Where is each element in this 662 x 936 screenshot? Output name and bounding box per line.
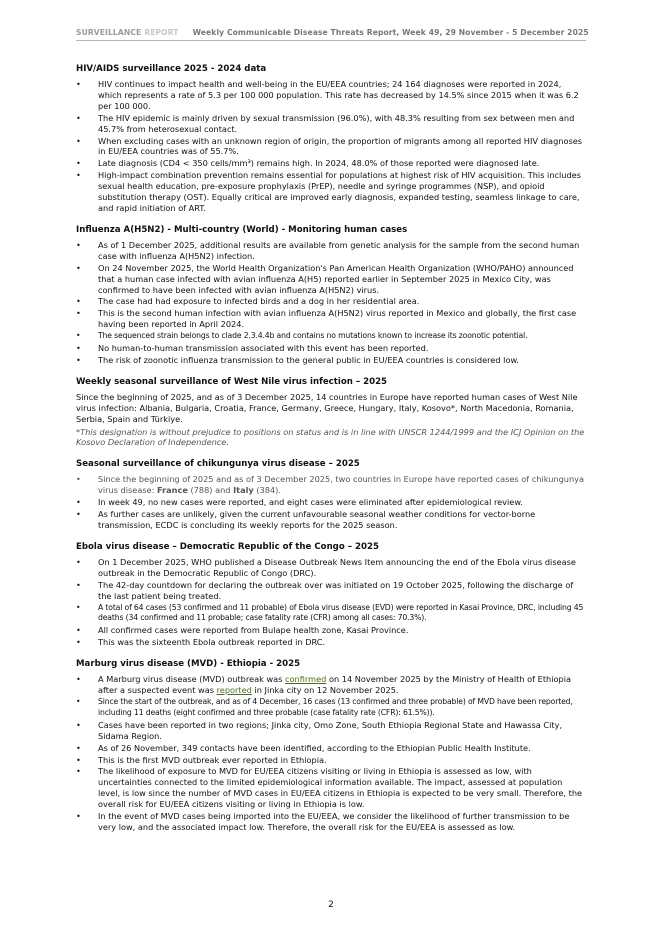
list-item: • As of 26 November, 349 contacts have been identified, according to the Ethiopian Public Health Institute. [76,743,586,754]
chik-item-text: Since the beginning of 2025 and as of 3 December 2025, two countries in Europe have reported cases of chikungunya virus disease: [98,474,585,496]
list-item: • The risk of zoonotic influenza transmission to the general public in EU/EEA countries is considered low. [76,355,586,366]
list-item: • Since the start of the outbreak, and as of 4 December, 16 cases (13 confirmed and three probable) of MVD have been reported, including 11 deaths (eight confirmed and three probable (case fatality rate (CFR): 61.5%)). [76,697,586,719]
list-item: • No human-to-human transmission associated with this event has been reported. [76,343,586,354]
chik-count-italy: (384). [253,485,281,496]
kosovo-footnote: *This designation is without prejudice to positions on status and is in line with UNSCR 1244/1999 and the ICJ Opinion on the Kosovo Declaration of Independence. [76,426,585,448]
list-item: • When excluding cases with an unknown region of origin, the proportion of migrants among all reported HIV diagnoses in EU/EEA countries was of 55.7%. [76,136,586,158]
mvd-item-text: on 14 November 2025 by the Ministry of Health of Ethiopia after a suspected event was [98,674,572,696]
page-header [76,28,589,41]
list-item: • All confirmed cases were reported from Bulape health zone, Kasai Province. [76,625,586,636]
header-label-suffix: REPORT [144,28,179,37]
list-item: • Cases have been reported in two regions; Jinka city, Omo Zone, South Ethiopia Regional State and Hawassa City, Sidama Region. [76,720,586,742]
list-item: • This was the sixteenth Ebola outbreak reported in DRC. [76,637,586,648]
list-item [76,474,586,496]
section-title-hiv: HIV/AIDS surveillance 2025 - 2024 data [76,64,267,74]
confirmed-link[interactable]: confirmed [285,674,327,685]
reported-link[interactable]: reported [216,685,252,696]
page-number: 2 [328,900,334,910]
section-title-h5n2: Influenza A(H5N2) - Multi-country (World) - Monitoring human cases [76,224,408,235]
list-item: • The likelihood of exposure to MVD for EU/EEA citizens visiting or living in Ethiopia is assessed as low, with uncertainties connected to the limited epidemiological information available. The impact, assessed at population level, is low since the number of MVD cases in EU/EEA citizens in Ethiopia is expected to be very small. Therefore, the overall risk for EU/EEA citizens visiting or living in Ethiopia is low. [76,766,586,810]
list-item: • The sequenced strain belongs to clade 2.3.4.4b and contains no mutations known to increase its zoonotic potential. [76,331,586,342]
list-item: • In the event of MVD cases being imported into the EU/EEA, we consider the likelihood of further transmission to be very low, and the associated impact low. Therefore, the overall risk for the EU/EEA is assessed as low. [76,811,586,833]
list-item: • The HIV epidemic is mainly driven by sexual transmission (96.0%), with 48.3% resulting from sex between men and 45.7% from heterosexual contact. [76,113,586,135]
list-item: • In week 49, no new cases were reported, and eight cases were eliminated after epidemiological review. [76,497,586,508]
list-item: • As of 1 December 2025, additional results are available from genetic analysis for the sample from the second human case with influenza A(H5N2) infection. [76,240,586,262]
list-item: • As further cases are unlikely, given the current unfavourable seasonal weather conditions for vector-borne transmission, ECDC is concluding its weekly reports for the 2025 season. [76,509,586,531]
h5n2-bullet-list [76,240,586,366]
list-item [76,674,586,696]
header-title: Weekly Communicable Disease Threats Report, Week 49, 29 November - 5 December 2025 [192,28,589,37]
list-item: • On 24 November 2025, the World Health Organization's Pan American Health Organization (WHO/PAHO) announced that a human case infected with avian influenza A(H5) reported earlier in September 2025 in Mexico City, was confirmed to have been infected with avian influenza A(H5N2) virus. [76,263,586,296]
chik-country-italy: Italy [233,485,254,496]
section-title-marburg: Marburg virus disease (MVD) - Ethiopia - 2025 [76,659,301,670]
list-item: • On 1 December 2025, WHO published a Disease Outbreak News Item announcing the end of the Ebola virus disease outbreak in the Democratic Republic of Congo (DRC). [76,557,586,579]
list-item: • HIV continues to impact health and well-being in the EU/EEA countries; 24 164 diagnoses were reported in 2024, which represents a rate of 5.3 per 100 000 population. This rate has decreased by 14.5% since 2015 when it was 6.2 per 100 000. [76,79,586,112]
marburg-bullet-list [76,674,586,833]
header-label: SURVEILLANCE [76,28,142,37]
section-title-west-nile: Weekly seasonal surveillance of West Nile virus infection – 2025 [76,376,388,387]
list-item: • The case had had exposure to infected birds and a dog in her residential area. [76,296,586,307]
list-item: • The 42-day countdown for declaring the outbreak over was initiated on 19 October 2025, following the discharge of the last patient being treated. [76,580,586,602]
list-item: • This is the second human infection with avian influenza A(H5N2) virus reported in Mexico and globally, the first case having been reported in April 2024. [76,308,586,330]
chik-country-france: France [157,485,188,496]
chikungunya-bullet-list [76,474,586,531]
mvd-item-text: in Jinka city on 12 November 2025. [251,685,399,696]
list-item: • A total of 64 cases (53 confirmed and 11 probable) of Ebola virus disease (EVD) were reported in Kasai Province, DRC, including 45 deaths (34 confirmed and 11 probable; case fatality rate (CFR) among all cases: 70.3%). [76,603,586,625]
mvd-item-text: A Marburg virus disease (MVD) outbreak was [98,674,286,685]
list-item: • Late diagnosis (CD4 < 350 cells/mm³) remains high. In 2024, 48.0% of those reported were diagnosed late. [76,158,586,169]
hiv-bullet-list [76,79,586,214]
west-nile-paragraph: Since the beginning of 2025, and as of 3 December 2025, 14 countries in Europe have reported human cases of West Nile virus infection: Albania, Bulgaria, Croatia, France, Germany, Greece, Hungary, Italy, Kosovo*, North Macedonia, Romania, Serbia, Spain and Türkiye. [76,391,578,424]
report-page [76,28,589,834]
ebola-bullet-list [76,557,586,648]
list-item: • High-impact combination prevention remains essential for populations at highest risk of HIV acquisition. This includes sexual health education, pre-exposure prophylaxis (PrEP), needle and syringe programmes (NSP), and opioid substitution therapy (OST). Equally critical are improved early diagnosis, expanded testing, seamless linkage to care, and rapid initiation of ART. [76,170,586,214]
list-item: • This is the first MVD outbreak ever reported in Ethiopia. [76,755,586,766]
section-title-ebola: Ebola virus disease – Democratic Republic of the Congo – 2025 [76,541,379,552]
section-title-chikungunya: Seasonal surveillance of chikungunya virus disease – 2025 [76,459,360,470]
chik-count-france: (788) and [187,485,234,496]
